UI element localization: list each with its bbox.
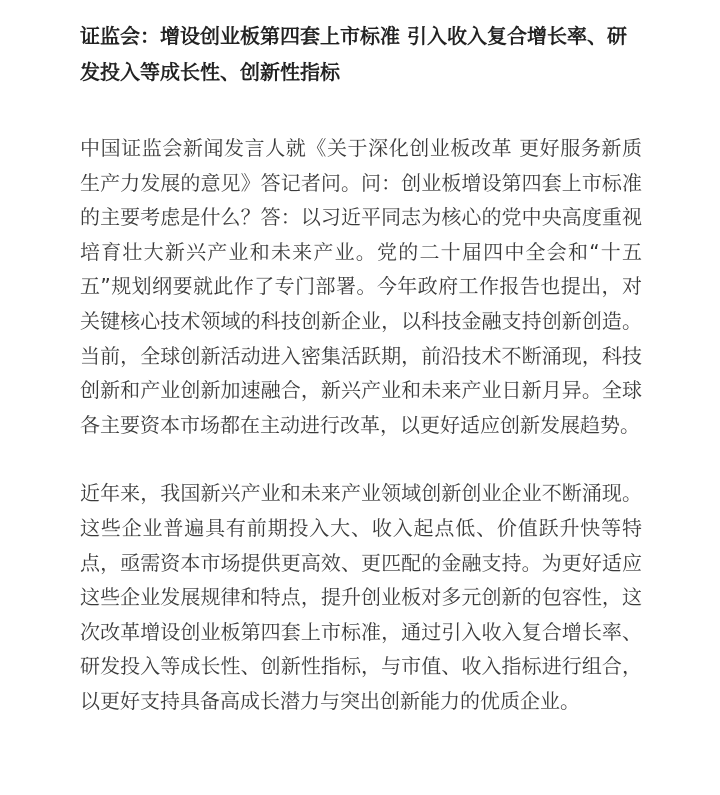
article-paragraph-2: 近年来，我国新兴产业和未来产业领域创新创业企业不断涌现。这些企业普遍具有前期投入大、收入起点低、价值跃升快等特点，亟需资本市场提供更高效、更匹配的金融支持。为更好适应这些企业发展规律和特点，提升创业板对多元创新的包容性，这次改革增设创业板第四套上市标准，通过引入收入复合增长率、研发投入等成长性、创新性指标，与市值、收入指标进行组合，以更好支持具备高成长潜力与突出创新能力的优质企业。 xyxy=(80,481,642,713)
article xyxy=(80,0,642,719)
article-headline: 证监会：增设创业板第四套上市标准 引入收入复合增长率、研发投入等成长性、创新性指标 xyxy=(80,24,627,84)
article-paragraph-1: 中国证监会新闻发言人就《关于深化创业板改革 更好服务新质生产力发展的意见》答记者问。问：创业板增设第四套上市标准的主要考虑是什么？答：以习近平同志为核心的党中央高度重视培育壮大新兴产业和未来产业。党的二十届四中全会和“十五五”规划纲要就此作了专门部署。今年政府工作报告也提出，对关键核心技术领域的科技创新企业，以科技金融支持创新创造。当前，全球创新活动进入密集活跃期，前沿技术不断涌现，科技创新和产业创新加速融合，新兴产业和未来产业日新月异。全球各主要资本市场都在主动进行改革，以更好适应创新发展趋势。 xyxy=(80,136,642,437)
